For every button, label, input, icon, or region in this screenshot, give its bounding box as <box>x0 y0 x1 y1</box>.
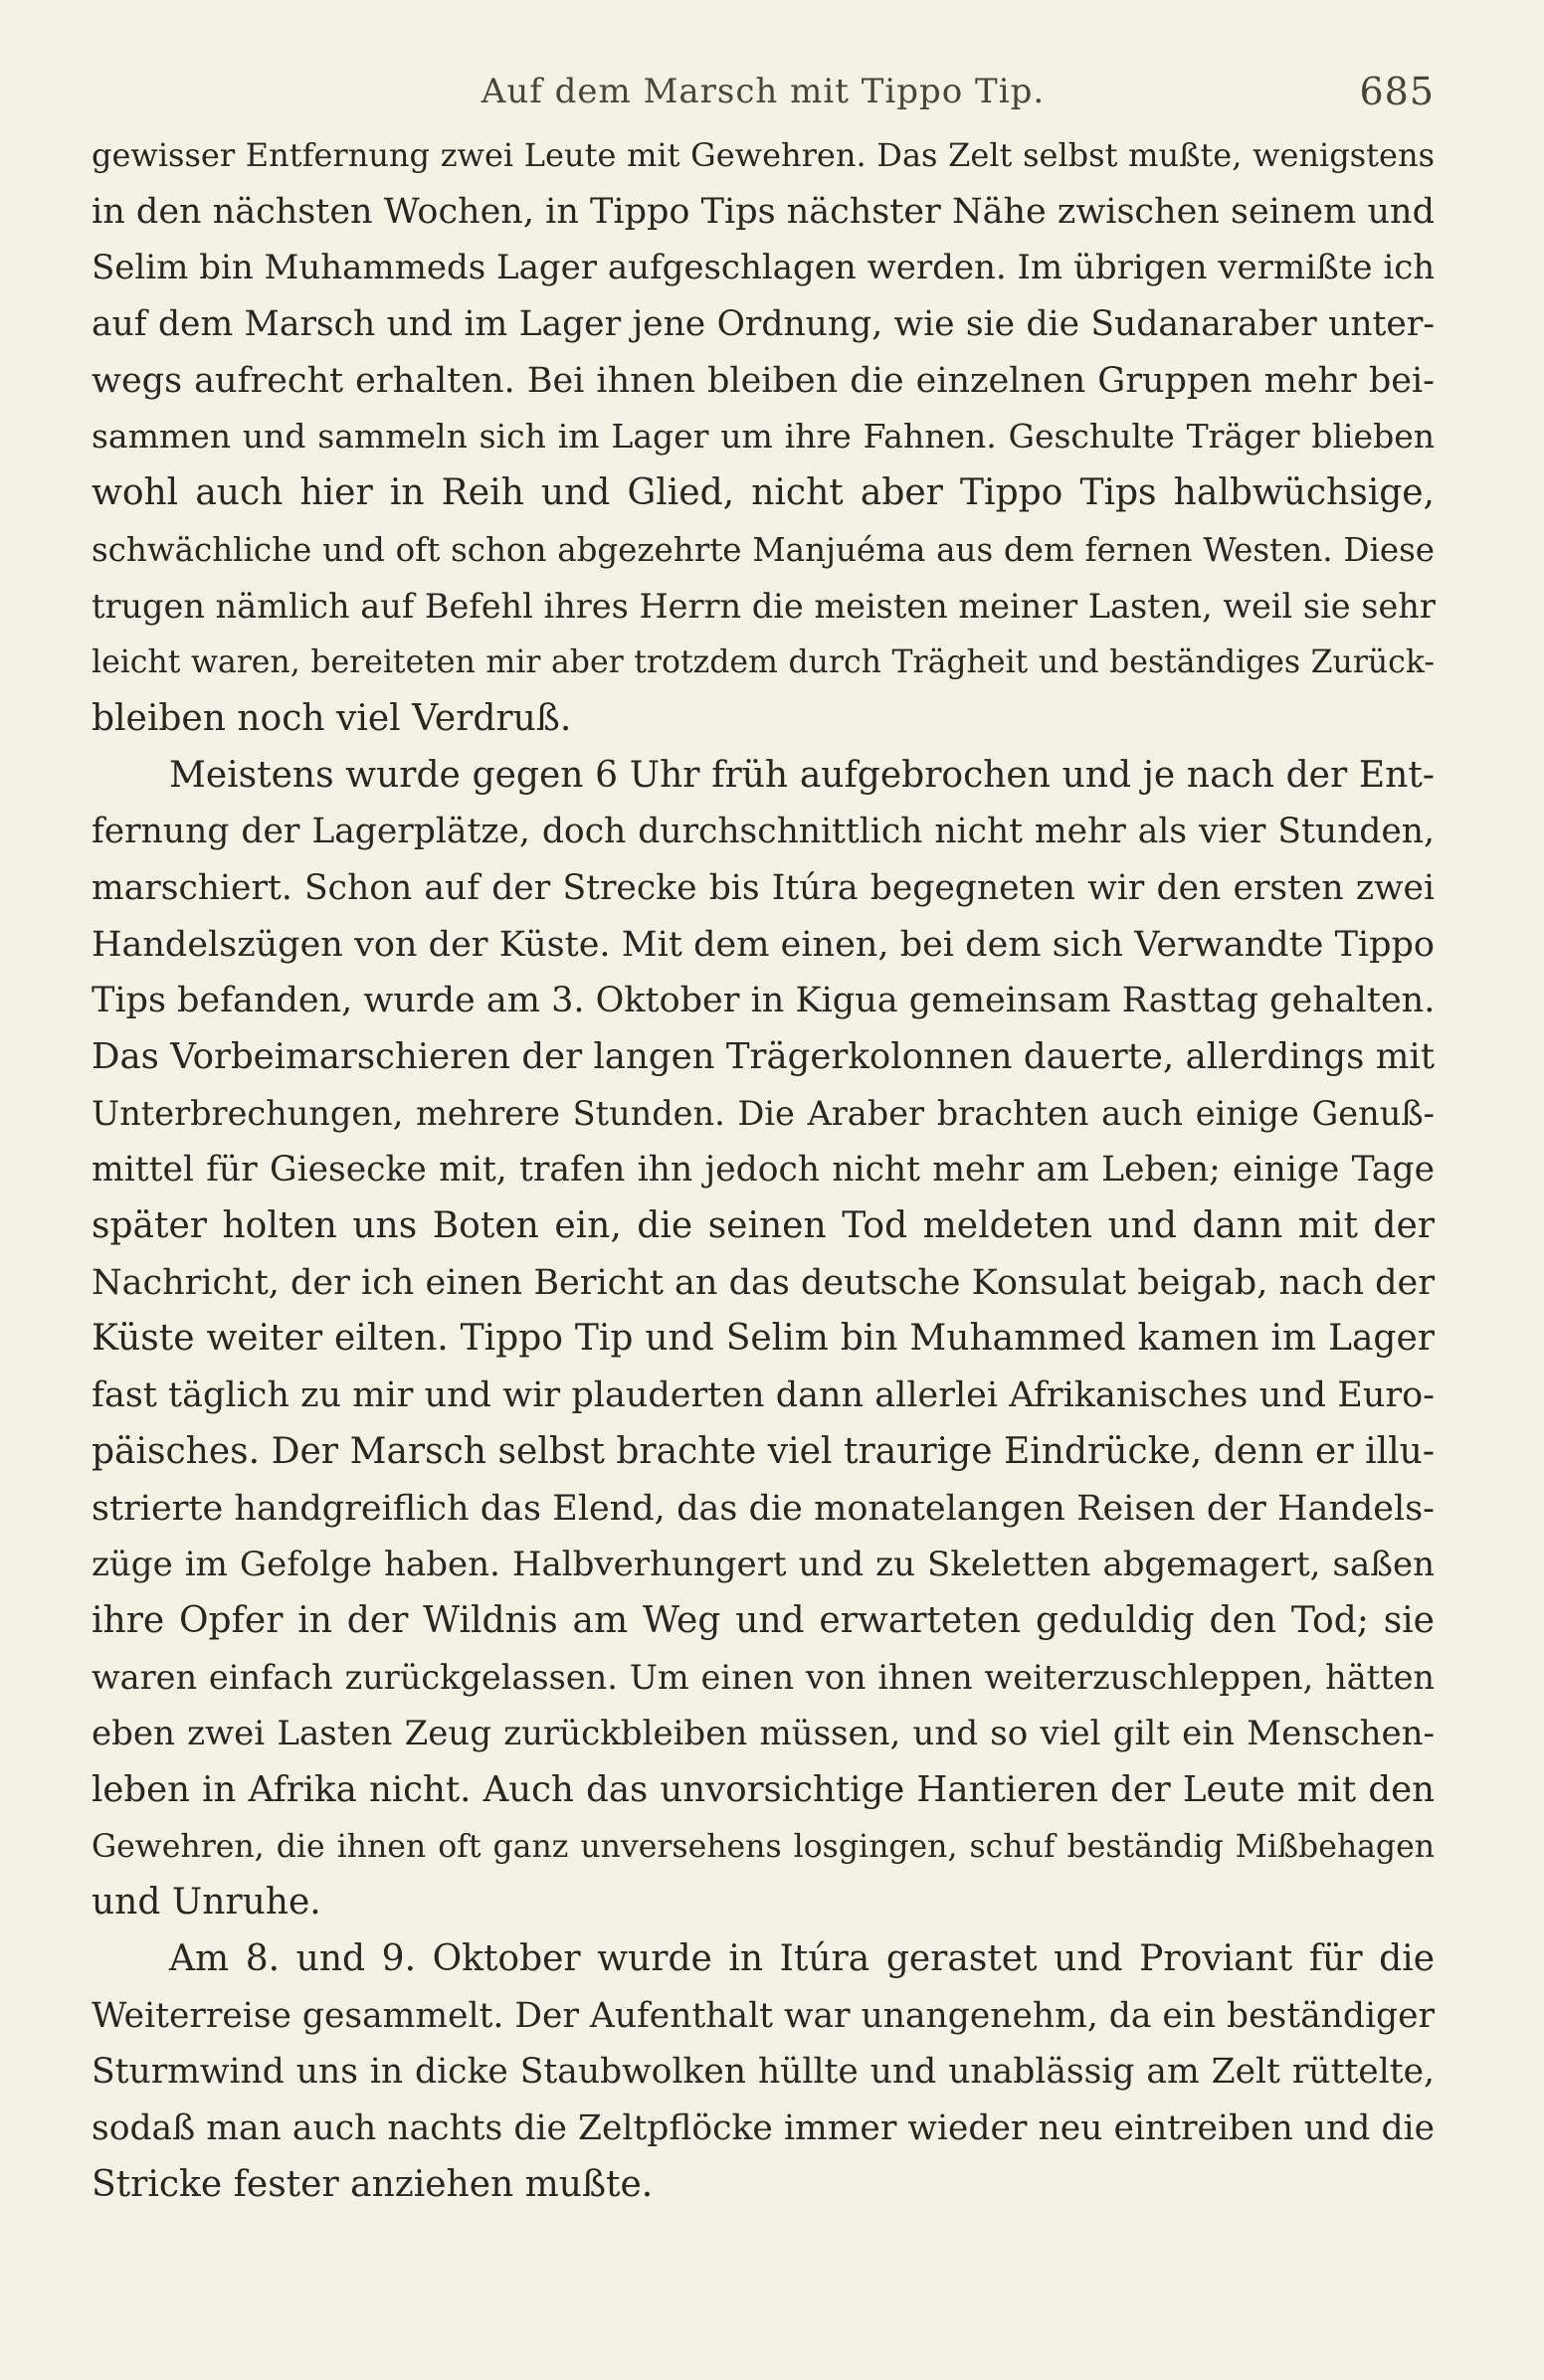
text-line: päisches. Der Marsch selbst brachte viel traurige Eindrücke, denn er illu- <box>92 1430 1435 1472</box>
text-line: Küste weiter eilten. Tippo Tip und Selim bin Muhammed kamen im Lager <box>92 1318 1435 1360</box>
page-header <box>92 62 1435 121</box>
text-line: sammen und sammeln sich im Lager um ihre Fahnen. Geschulte Träger blieben <box>92 417 1435 457</box>
text-line: ihre Opfer in der Wildnis am Weg und erwarteten geduldig den Tod; sie <box>92 1599 1435 1641</box>
text-line: waren einfach zurückgelassen. Um einen von ihnen weiterzuschleppen, hätten <box>92 1657 1435 1697</box>
text-line: mittel für Giesecke mit, trafen ihn jedoch nicht mehr am Leben; einige Tage <box>92 1150 1435 1190</box>
paragraph-1 <box>92 127 1435 748</box>
text-line: züge im Gefolge haben. Halbverhungert und zu Skeletten abgemagert, saßen <box>92 1545 1435 1585</box>
text-line: leicht waren, bereiteten mir aber trotzdem durch Trägheit und beständiges Zurück- <box>92 644 1435 681</box>
text-line: sodaß man auch nachts die Zeltpflöcke immer wieder neu eintreiben und die <box>92 2108 1435 2149</box>
text-line: trugen nämlich auf Befehl ihres Herrn die meisten meiner Lasten, weil sie sehr <box>92 586 1436 626</box>
text-line: leben in Afrika nicht. Auch das unvorsichtige Hantieren der Leute mit den <box>92 1768 1435 1810</box>
text-line: Sturmwind uns in dicke Staubwolken hüllte und unablässig am Zelt rüttelte, <box>92 2052 1435 2093</box>
text-line: Weiterreise gesammelt. Der Aufenthalt war unangenehm, da ein beständiger <box>92 1995 1435 2036</box>
page-body <box>92 127 1435 2213</box>
text-line: gewisser Entfernung zwei Leute mit Gewehren. Das Zelt selbst mußte, wenigstens <box>92 136 1435 174</box>
page-number: 685 <box>1359 70 1435 113</box>
text-line: eben zwei Lasten Zeug zurückbleiben müssen, und so viel gilt ein Menschen- <box>92 1714 1435 1754</box>
text-line: Tips befanden, wurde am 3. Oktober in Kigua gemeinsam Rasttag gehalten. <box>92 981 1436 1021</box>
paragraph-2 <box>92 748 1435 1931</box>
text-line: wohl auch hier in Reih und Glied, nicht aber Tippo Tips halbwüchsige, <box>92 472 1435 514</box>
text-line: Meistens wurde gegen 6 Uhr früh aufgebrochen und je nach der Ent- <box>169 754 1435 796</box>
text-line: Stricke fester anziehen mußte. <box>92 2163 654 2205</box>
text-line: und Unruhe. <box>92 1882 321 1923</box>
text-line: Am 8. und 9. Oktober wurde in Itúra gerastet und Proviant für die <box>169 1938 1435 1979</box>
text-line: fast täglich zu mir und wir plauderten dann allerlei Afrikanisches und Euro- <box>92 1375 1435 1416</box>
text-line: bleiben noch viel Verdruß. <box>92 697 572 739</box>
text-line: Handelszügen von der Küste. Mit dem einen, bei dem sich Verwandte Tippo <box>92 924 1435 965</box>
text-line: wegs aufrecht erhalten. Bei ihnen bleiben die einzelnen Gruppen mehr bei- <box>92 360 1435 401</box>
text-line: Gewehren, die ihnen oft ganz unversehens losgingen, schuf beständig Mißbehagen <box>92 1828 1435 1865</box>
text-line: auf dem Marsch und im Lager jene Ordnung, wie sie die Sudanaraber unter- <box>92 304 1435 345</box>
running-title: Auf dem Marsch mit Tippo Tip. <box>481 72 1046 111</box>
text-line: Das Vorbeimarschieren der langen Trägerkolonnen dauerte, allerdings mit <box>92 1036 1435 1077</box>
text-line: Unterbrechungen, mehrere Stunden. Die Araber brachten auch einige Genuß- <box>92 1093 1435 1133</box>
text-line: schwächliche und oft schon abgezehrte Manjuéma aus dem fernen Westen. Diese <box>92 530 1435 569</box>
text-line: Nachricht, der ich einen Bericht an das deutsche Konsulat beigab, nach der <box>92 1262 1435 1303</box>
text-line: marschiert. Schon auf der Strecke bis Itúra begegneten wir den ersten zwei <box>92 867 1435 908</box>
text-line: Selim bin Muhammeds Lager aufgeschlagen werden. Im übrigen vermißte ich <box>92 248 1436 288</box>
text-line: strierte handgreiflich das Elend, das die monatelangen Reisen der Handels- <box>92 1488 1435 1529</box>
text-line: später holten uns Boten ein, die seinen Tod meldeten und dann mit der <box>92 1205 1435 1247</box>
text-line: fernung der Lagerplätze, doch durchschnittlich nicht mehr als vier Stunden, <box>92 812 1435 852</box>
text-line: in den nächsten Wochen, in Tippo Tips nächster Nähe zwischen seinem und <box>92 191 1435 232</box>
paragraph-3 <box>92 1931 1435 2213</box>
